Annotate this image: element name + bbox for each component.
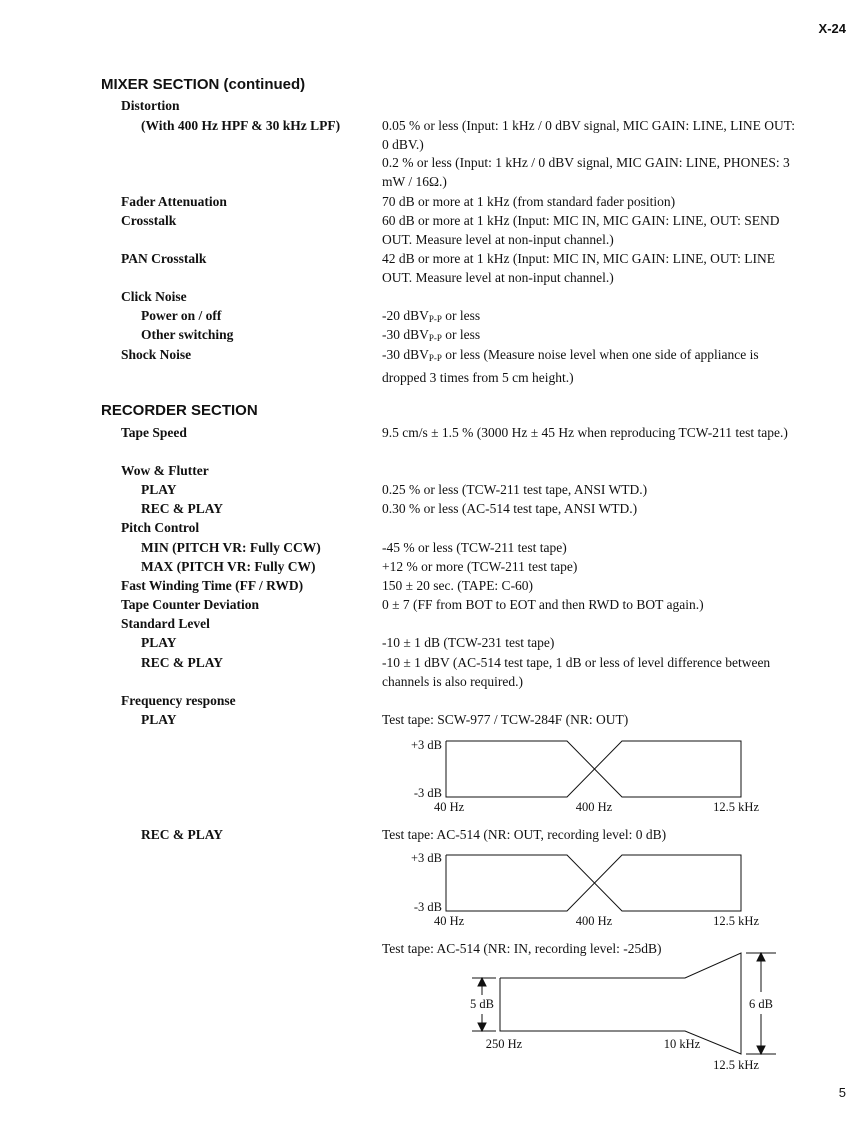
power-onoff-value: -20 dBV$_{P-P}$ or less — [382, 308, 481, 324]
other-switching-value: -30 dBV$_{P-P}$ or less — [382, 327, 481, 343]
freq-rec-label: REC & PLAY — [141, 827, 224, 842]
pitch-max-value: +12 % or more (TCW-211 test tape) — [382, 559, 578, 574]
pitch-min-value: -45 % or less (TCW-211 test tape) — [382, 540, 567, 555]
distortion-sub-label: (With 400 Hz HPF & 30 kHz LPF) — [141, 118, 341, 133]
fast-winding-label: Fast Winding Time (FF / RWD) — [121, 578, 304, 593]
nr-x-label-12k: 12.5 kHz — [713, 1058, 759, 1072]
rec-x-label-12k: 12.5 kHz — [713, 914, 759, 928]
wow-play-value: 0.25 % or less (TCW-211 test tape, ANSI WTD.) — [382, 482, 648, 497]
wow-rec-value: 0.30 % or less (AC-514 test tape, ANSI WTD.) — [382, 501, 638, 516]
shock-noise-value: -30 dBV$_{P-P}$ or less (Measure noise level when one side of appliance is dropped 3 times from 5 cm height.) — [382, 347, 759, 385]
wow-play-label: PLAY — [141, 482, 177, 497]
distortion-value-1: 0.05 % or less (Input: 1 kHz / 0 dBV signal, MIC GAIN: LINE, LINE OUT: 0 dBV.) — [382, 118, 796, 152]
wow-rec-label: REC & PLAY — [141, 501, 224, 516]
rec-y-label-top: +3 dB — [410, 851, 442, 865]
tape-speed-value: 9.5 cm/s ± 1.5 % (3000 Hz ± 45 Hz when reproducing TCW-211 test tape.) — [382, 425, 788, 440]
freq-rec-caption: Test tape: AC-514 (NR: OUT, recording level: 0 dB) — [382, 827, 667, 842]
play-y-label-top: +3 dB — [410, 738, 442, 752]
nr-diagram-shape — [500, 953, 741, 1054]
distortion-value-2: 0.2 % or less (Input: 1 kHz / 0 dBV signal, MIC GAIN: LINE, PHONES: 3 mW / 16Ω.) — [382, 155, 790, 189]
freq-nr-caption: Test tape: AC-514 (NR: IN, recording level: -25dB) — [382, 941, 662, 956]
power-onoff-label: Power on / off — [141, 308, 222, 323]
page-number: 5 — [838, 1085, 846, 1100]
wow-flutter-label: Wow & Flutter — [121, 463, 209, 478]
play-x-label-12k: 12.5 kHz — [713, 800, 759, 814]
std-play-label: PLAY — [141, 635, 177, 650]
play-x-label-400hz: 400 Hz — [575, 800, 613, 814]
page-code: X-24 — [818, 21, 846, 36]
counter-deviation-label: Tape Counter Deviation — [121, 597, 260, 612]
std-play-value: -10 ± 1 dB (TCW-231 test tape) — [382, 635, 555, 650]
pan-crosstalk-value: 42 dB or more at 1 kHz (Input: MIC IN, MIC GAIN: LINE, OUT: LINE OUT. Measure level at non-input channel.) — [382, 251, 776, 285]
tape-speed-label: Tape Speed — [121, 425, 187, 440]
nr-x-label-250hz: 250 Hz — [485, 1037, 523, 1051]
counter-deviation-value: 0 ± 7 (FF from BOT to EOT and then RWD to BOT again.) — [382, 597, 704, 612]
rec-y-label-bottom: -3 dB — [413, 900, 442, 914]
distortion-label: Distortion — [121, 98, 180, 113]
pitch-max-label: MAX (PITCH VR: Fully CW) — [141, 559, 316, 574]
freq-response-label: Frequency response — [121, 693, 236, 708]
crosstalk-value: 60 dB or more at 1 kHz (Input: MIC IN, MIC GAIN: LINE, OUT: SEND OUT. Measure level at non-input channel.) — [382, 213, 780, 247]
crosstalk-label: Crosstalk — [121, 213, 177, 228]
fast-winding-value: 150 ± 20 sec. (TAPE: C-60) — [382, 578, 534, 593]
std-rec-label: REC & PLAY — [141, 655, 224, 670]
play-y-label-bottom: -3 dB — [413, 786, 442, 800]
other-switching-label: Other switching — [141, 327, 234, 342]
fader-attenuation-value: 70 dB or more at 1 kHz (from standard fader position) — [382, 194, 676, 209]
rec-x-label-400hz: 400 Hz — [575, 914, 613, 928]
recorder-section-title: RECORDER SECTION — [101, 402, 258, 419]
freq-play-caption: Test tape: SCW-977 / TCW-284F (NR: OUT) — [382, 712, 629, 727]
nr-5db-label: 5 dB — [470, 997, 494, 1011]
rec-x-label-40hz: 40 Hz — [434, 914, 465, 928]
pitch-control-label: Pitch Control — [121, 520, 200, 535]
pitch-min-label: MIN (PITCH VR: Fully CCW) — [141, 540, 321, 555]
fader-attenuation-label: Fader Attenuation — [121, 194, 227, 209]
mixer-section-title: MIXER SECTION (continued) — [101, 76, 306, 93]
pan-crosstalk-label: PAN Crosstalk — [121, 251, 207, 266]
std-rec-value: -10 ± 1 dBV (AC-514 test tape, 1 dB or less of level difference between channels is also required.) — [382, 655, 771, 689]
nr-x-label-10k: 10 kHz — [663, 1037, 701, 1051]
nr-6db-label: 6 dB — [749, 997, 773, 1011]
freq-play-label: PLAY — [141, 712, 177, 727]
click-noise-label: Click Noise — [121, 289, 187, 304]
play-x-label-40hz: 40 Hz — [434, 800, 465, 814]
shock-noise-label: Shock Noise — [121, 347, 192, 362]
standard-level-label: Standard Level — [121, 616, 210, 631]
